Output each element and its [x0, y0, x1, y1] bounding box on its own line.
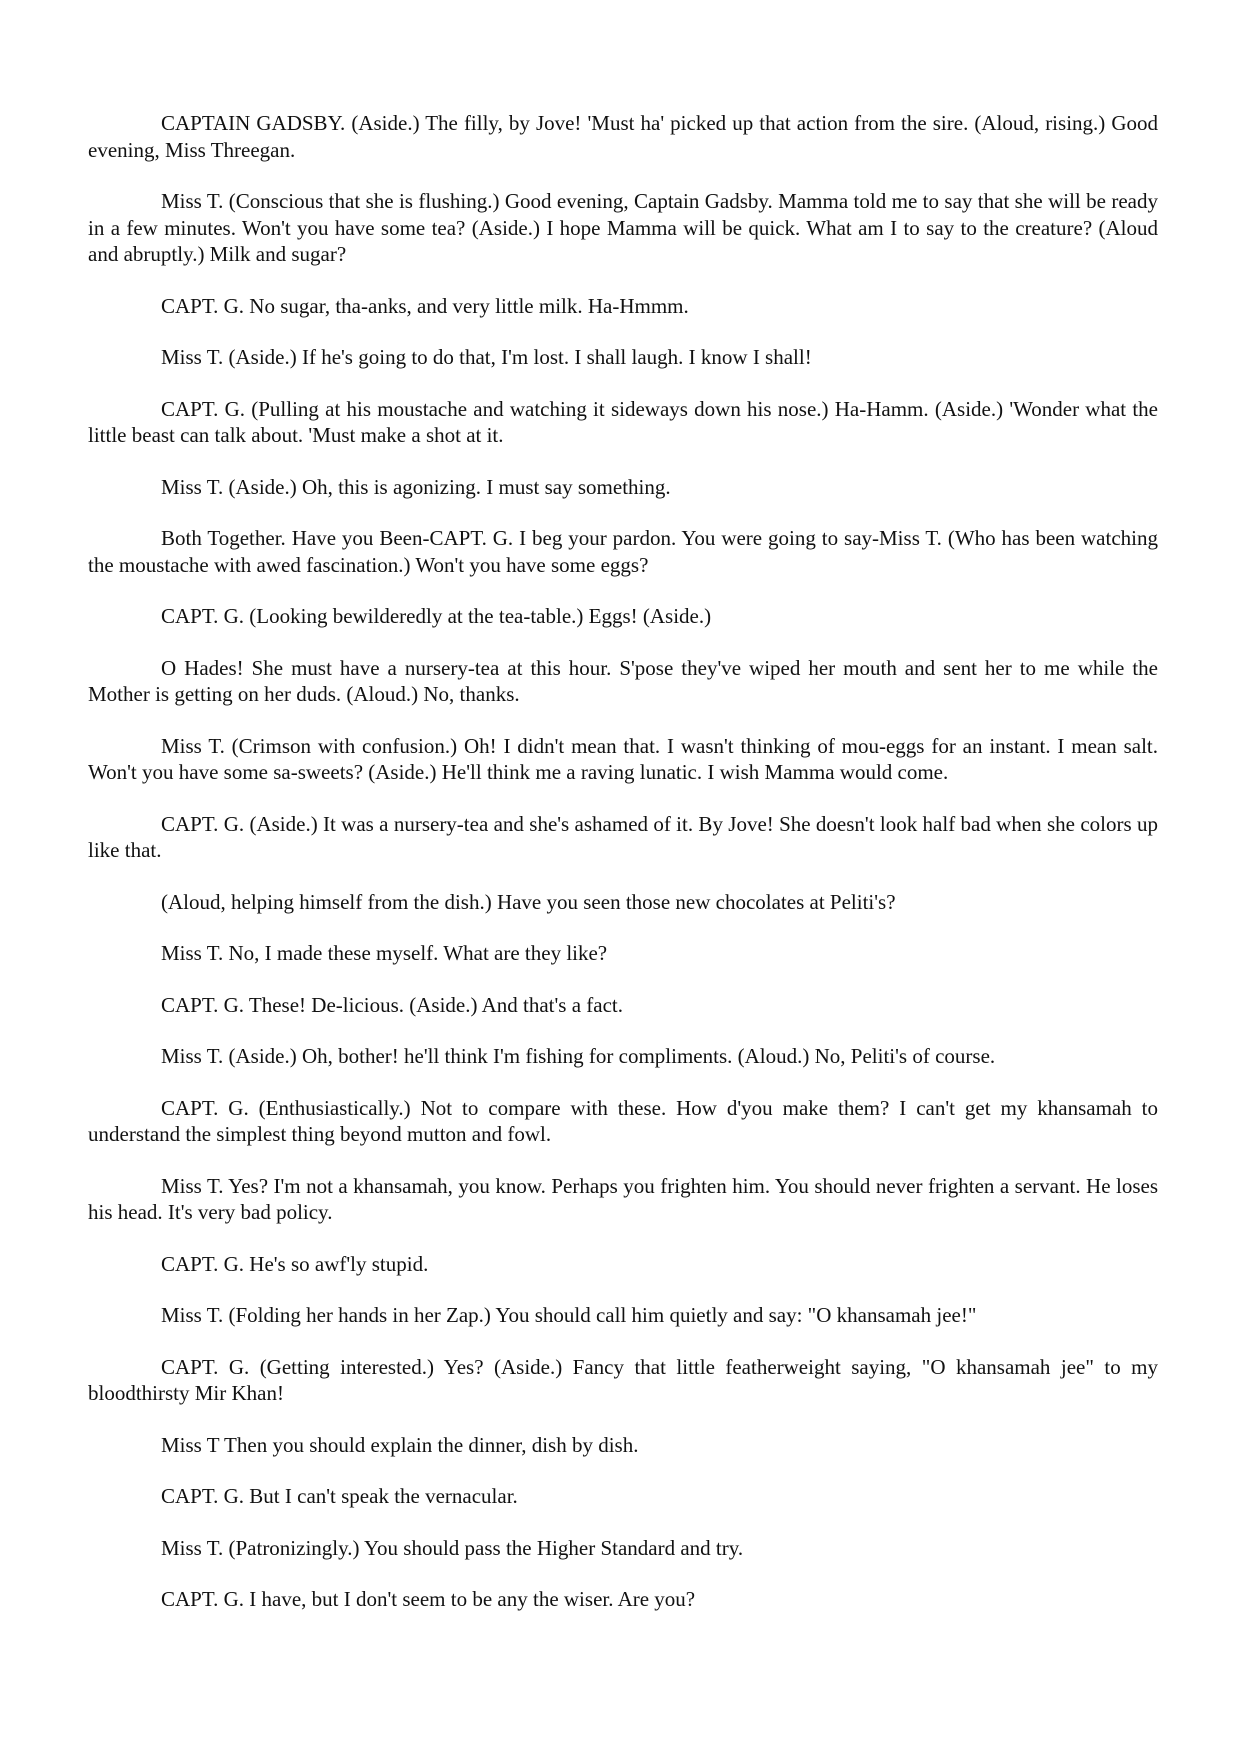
paragraph: CAPT. G. But I can't speak the vernacular. [161, 1484, 518, 1508]
paragraph: CAPT. G. No sugar, tha-anks, and very little milk. Ha-Hmmm. [161, 293, 689, 318]
paragraph: O Hades! She must have a nursery-tea at this hour. S'pose they've wiped her mouth and sent her to me while the Mother is getting on her duds. (Aloud.) No, thanks. [88, 655, 1158, 706]
paragraph: CAPT. G. (Looking bewilderedly at the tea-table.) Eggs! (Aside.) [161, 604, 712, 628]
paragraph: CAPT. G. I have, but I don't seem to be any the wiser. Are you? [161, 1587, 696, 1611]
paragraph: Both Together. Have you Been-CAPT. G. I beg your pardon. You were going to say-Miss T. (Who has been watching the moustache with awed fascination.) Won't you have some eggs? [88, 526, 1158, 577]
paragraph: Miss T Then you should explain the dinner, dish by dish. [161, 1432, 639, 1457]
paragraph: Miss T. Yes? I'm not a khansamah, you know. Perhaps you frighten him. You should never frighten a servant. He loses his head. It's very bad policy. [88, 1173, 1158, 1224]
paragraph: (Aloud, helping himself from the dish.) Have you seen those new chocolates at Peliti's? [161, 889, 896, 914]
paragraph: Miss T. (Patronizingly.) You should pass the Higher Standard and try. [161, 1535, 744, 1560]
paragraph: CAPT. G. (Pulling at his moustache and watching it sideways down his nose.) Ha-Hamm. (Aside.) 'Wonder what the little beast can talk about. 'Must make a shot at it. [88, 396, 1158, 447]
paragraph: CAPT. G. (Aside.) It was a nursery-tea and she's ashamed of it. By Jove! She doesn't look half bad when she colors up like that. [88, 811, 1158, 862]
document-page [88, 110, 1158, 1638]
paragraph: Miss T. (Aside.) If he's going to do that, I'm lost. I shall laugh. I know I shall! [161, 345, 812, 369]
paragraph: Miss T. (Folding her hands in her Zap.) You should call him quietly and say: "O khansamah jee!" [161, 1303, 977, 1327]
paragraph: CAPTAIN GADSBY. (Aside.) The filly, by Jove! 'Must ha' picked up that action from the sire. (Aloud, rising.) Good evening, Miss Threegan. [88, 111, 1158, 162]
paragraph: Miss T. No, I made these myself. What are they like? [161, 941, 608, 965]
paragraph: Miss T. (Conscious that she is flushing.) Good evening, Captain Gadsby. Mamma told me to say that she will be ready in a few minutes. Won't you have some tea? (Aside.) I hope Mamma will be quick. What am I to say to the creature? (Aloud and abruptly.) Milk and sugar? [88, 189, 1158, 266]
paragraph: Miss T. (Aside.) Oh, bother! he'll think I'm fishing for compliments. (Aloud.) No, Peliti's of course. [161, 1044, 996, 1068]
paragraph: CAPT. G. These! De-licious. (Aside.) And that's a fact. [161, 992, 623, 1017]
paragraph: Miss T. (Crimson with confusion.) Oh! I didn't mean that. I wasn't thinking of mou-eggs for an instant. I mean salt. Won't you have some sa-sweets? (Aside.) He'll think me a raving lunatic. I wish Mamma would come. [88, 733, 1158, 784]
paragraph: CAPT. G. (Getting interested.) Yes? (Aside.) Fancy that little featherweight saying, "O khansamah jee" to my bloodthirsty Mir Khan! [88, 1354, 1158, 1405]
paragraph: Miss T. (Aside.) Oh, this is agonizing. I must say something. [161, 474, 671, 499]
paragraph: CAPT. G. He's so awf'ly stupid. [161, 1251, 429, 1276]
paragraph: CAPT. G. (Enthusiastically.) Not to compare with these. How d'you make them? I can't get my khansamah to understand the simplest thing beyond mutton and fowl. [88, 1095, 1158, 1146]
